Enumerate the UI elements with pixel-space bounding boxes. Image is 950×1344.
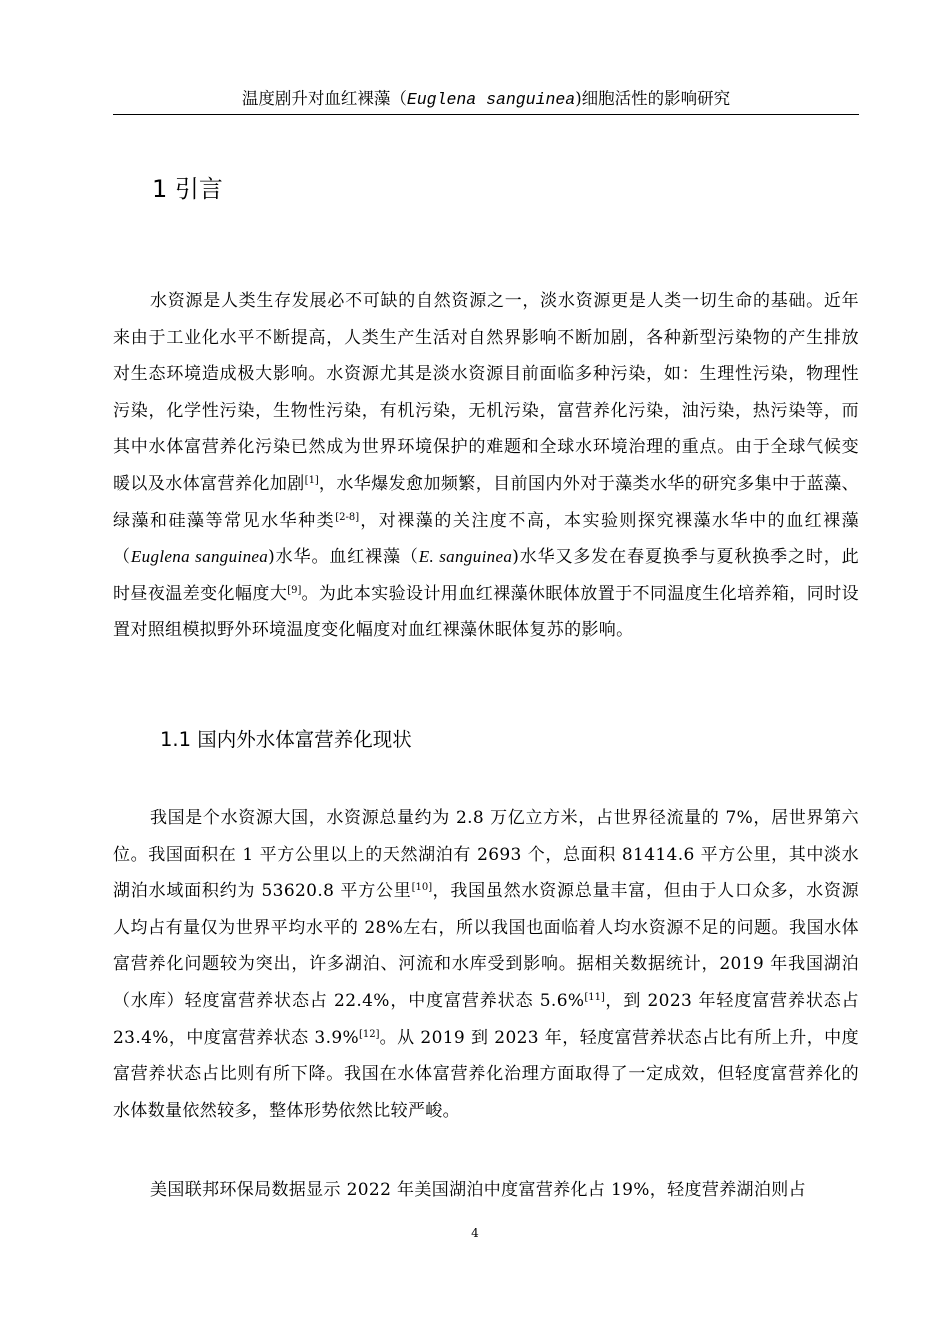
running-header bbox=[113, 84, 859, 115]
text-run: ，水华爆发愈加频繁，目前国内外对于藻类水华的研究多集中于蓝藻、绿藻和硅藻等常见水华种类 bbox=[113, 473, 859, 531]
text-run: 我国是个水资源大国，水资源总量约为 2.8 万亿立方米，占世界径流量的 7%，居世界第六位。我国面积在 1 平方公里以上的天然湖泊有 2693 个，总面积 81414.6 平方公里，其中淡水湖泊水域面积约为 53620.8 平方公里 bbox=[113, 808, 859, 902]
text-run: 。从 2019 到 2023 年，轻度富营养状态占比有所上升，中度富营养状态占比则有所下降。我国在水体富营养化治理方面取得了一定成效，但轻度富营养化的水体数量依然较多，整体形势依然比较严峻。 bbox=[113, 1027, 859, 1121]
section-heading-introduction: 1 引言 bbox=[152, 175, 223, 203]
subsection-heading-eutrophication: 1.1 国内外水体富营养化现状 bbox=[160, 728, 412, 751]
paragraph-us-eutrophication bbox=[113, 1172, 859, 1209]
header-title-suffix: )细胞活性的影响研究 bbox=[575, 89, 731, 108]
text-run: 美国联邦环保局数据显示 2022 年美国湖泊中度富营养化占 19%，轻度营养湖泊则占 bbox=[150, 1180, 806, 1200]
citation-ref: [2-8] bbox=[335, 511, 360, 523]
latin-species-name: Euglena sanguinea bbox=[130, 547, 269, 567]
latin-species-abbrev: E. sanguinea bbox=[418, 547, 513, 567]
page-number: 4 bbox=[471, 1226, 479, 1240]
text-run: ，到 2023 年轻度富营养状态占 23.4%，中度富营养状态 3.9% bbox=[113, 990, 859, 1048]
paragraph-introduction bbox=[113, 283, 859, 649]
header-title-prefix: 温度剧升对血红裸藻（ bbox=[241, 89, 407, 108]
paragraph-china-eutrophication bbox=[113, 800, 859, 1129]
header-latin-name: Euglena sanguinea bbox=[406, 90, 576, 109]
text-run: 。为此本实验设计用血红裸藻休眠体放置于不同温度生化培养箱，同时设置对照组模拟野外环境温度变化幅度对血红裸藻休眠体复苏的影响。 bbox=[113, 583, 860, 641]
text-run: )水华。血红裸藻（ bbox=[268, 547, 419, 568]
citation-ref: [9] bbox=[287, 584, 302, 596]
text-run: ，我国虽然水资源总量丰富，但由于人口众多，水资源人均占有量仅为世界平均水平的 28%左右，所以我国也面临着人均水资源不足的问题。我国水体富营养化问题较为突出，许多湖泊、河流和水库受到影响。据相关数据统计，2019 年我国湖泊（水库）轻度富营养状态占 22.4%，中度富营养状态 5.6% bbox=[113, 881, 859, 1011]
citation-ref: [12] bbox=[359, 1028, 380, 1040]
text-run: )水华又多发在春夏换季与夏秋换季之时，此时昼夜温差变化幅度大 bbox=[113, 547, 860, 604]
text-run: ，对裸藻的关注度不高，本实验则探究裸藻水华中的血红裸藻（ bbox=[113, 510, 859, 568]
citation-ref: [10] bbox=[411, 882, 433, 894]
citation-ref: [11] bbox=[584, 991, 605, 1003]
citation-ref: [1] bbox=[304, 474, 319, 486]
text-run: 水资源是人类生存发展必不可缺的自然资源之一，淡水资源更是人类一切生命的基础。近年来由于工业化水平不断提高，人类生产生活对自然界影响不断加剧，各种新型污染物的产生排放对生态环境造成极大影响。水资源尤其是淡水资源目前面临多种污染，如：生理性污染，物理性污染，化学性污染，生物性污染，有机污染，无机污染，富营养化污染，油污染，热污染等，而其中水体富营养化污染已然成为世界环境保护的难题和全球水环境治理的重点。由于全球气候变暖以及水体富营养化加剧 bbox=[113, 291, 859, 494]
